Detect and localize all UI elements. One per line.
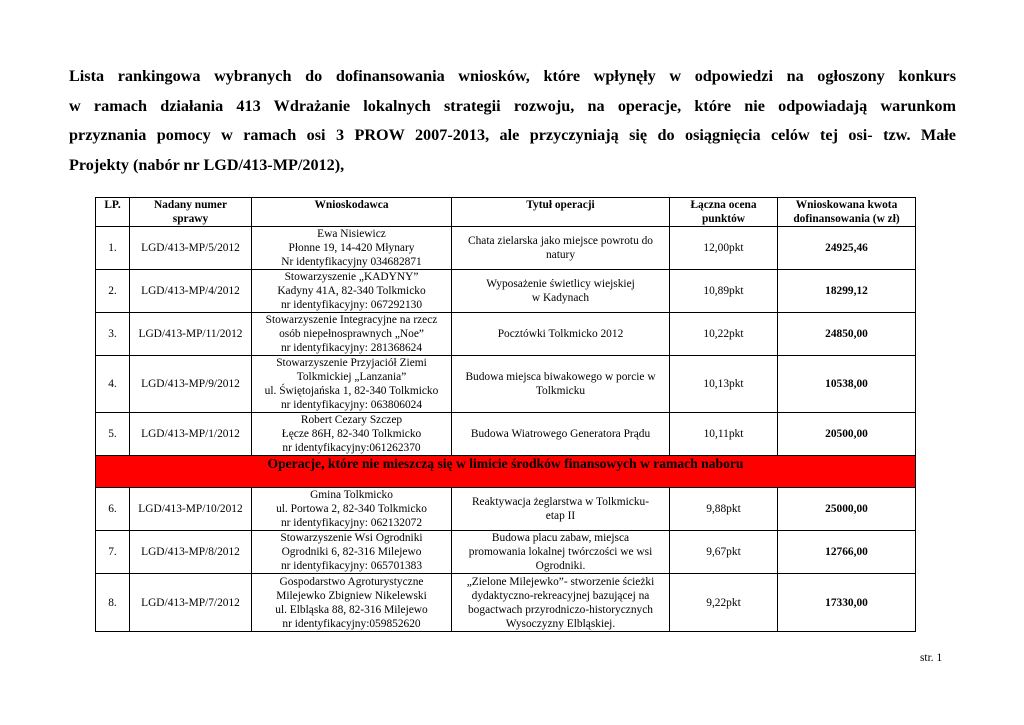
cell-applicant-line: Ewa Nisiewicz <box>317 228 386 240</box>
cell-applicant-line: nr identyfikacyjny: 063806024 <box>280 399 423 411</box>
cell-amount: 10538,00 <box>778 356 916 413</box>
cell-amount: 12766,00 <box>778 531 916 574</box>
cell-amount: 18299,12 <box>778 270 916 313</box>
title-line: Projekty (nabór nr LGD/413-MP/2012), <box>69 155 345 174</box>
page-number: str. 1 <box>920 652 943 664</box>
cell-lp: 2. <box>96 270 130 313</box>
cell-title <box>452 356 670 413</box>
cell-applicant <box>252 488 452 531</box>
cell-amount: 25000,00 <box>778 488 916 531</box>
cell-applicant <box>252 574 452 632</box>
cell-amount: 17330,00 <box>778 574 916 632</box>
cell-applicant-line: nr identyfikacyjny:059852620 <box>282 617 421 630</box>
cell-applicant-line: ul. Świętojańska 1, 82-340 Tolkmicko <box>264 385 439 397</box>
cell-number: LGD/413-MP/8/2012 <box>130 531 252 574</box>
cell-amount: 24850,00 <box>778 313 916 356</box>
cell-title-line: bogactwach przyrodniczo-historycznych <box>467 603 654 616</box>
cell-applicant-line: nr identyfikacyjny: 065701383 <box>280 560 423 572</box>
cell-number: LGD/413-MP/1/2012 <box>130 413 252 456</box>
table-body-ranked <box>96 227 916 456</box>
cell-title-line: w Kadynach <box>531 292 590 304</box>
header-lp: LP. <box>96 198 130 227</box>
cell-score: 10,89pkt <box>670 270 778 313</box>
cell-lp: 1. <box>96 227 130 270</box>
cell-title-line: Budowa miejsca biwakowego w porcie w <box>465 371 656 383</box>
cell-applicant-line: Stowarzyszenie „KADYNY” <box>284 271 419 283</box>
cell-lp: 6. <box>96 488 130 531</box>
table-row <box>96 270 916 313</box>
cell-title <box>452 488 670 531</box>
cell-title-line: etap II <box>545 510 576 522</box>
cell-score: 10,11pkt <box>670 413 778 456</box>
table-row <box>96 313 916 356</box>
table-row <box>96 531 916 574</box>
table-header-row <box>96 198 916 227</box>
cell-applicant-line: ul. Elbląska 88, 82-316 Milejewo <box>275 603 428 616</box>
separator-row <box>96 456 916 488</box>
cell-score: 10,22pkt <box>670 313 778 356</box>
cell-title-line: Ogrodniki. <box>535 560 586 572</box>
cell-title <box>452 270 670 313</box>
cell-applicant-line: Stowarzyszenie Wsi Ogrodniki <box>280 532 423 544</box>
cell-title-line: natury <box>545 249 576 261</box>
cell-applicant-line: Łęcze 86H, 82-340 Tolkmicko <box>281 428 422 440</box>
cell-applicant-line: Stowarzyszenie Przyjaciół Ziemi <box>276 357 427 369</box>
cell-applicant-line: Gospodarstwo Agroturystyczne <box>279 575 424 588</box>
cell-title-line: Pocztówki Tolkmicko 2012 <box>497 328 624 340</box>
cell-title <box>452 413 670 456</box>
cell-applicant-line: Nr identyfikacyjny 034682871 <box>281 256 422 268</box>
cell-title <box>452 227 670 270</box>
cell-applicant-line: Robert Cezary Szczep <box>300 414 403 426</box>
header-applicant: Wnioskodawca <box>252 198 452 227</box>
cell-number: LGD/413-MP/10/2012 <box>130 488 252 531</box>
cell-applicant-line: Milejewko Zbigniew Nikelewski <box>276 589 427 602</box>
cell-title-line: promowania lokalnej twórczości we wsi <box>468 546 653 558</box>
separator-label: Operacje, które nie mieszczą się w limicie środków finansowych w ramach naboru <box>96 456 916 488</box>
ranking-table <box>95 197 916 632</box>
table-row <box>96 227 916 270</box>
cell-applicant <box>252 531 452 574</box>
cell-lp: 4. <box>96 356 130 413</box>
cell-applicant-line: Płonne 19, 14-420 Młynary <box>288 242 415 254</box>
header-score: Łączna ocena punktów <box>670 198 778 227</box>
cell-score: 12,00pkt <box>670 227 778 270</box>
document-title <box>69 62 956 180</box>
cell-applicant-line: Ogrodniki 6, 82-316 Milejewo <box>281 546 422 558</box>
header-title: Tytuł operacji <box>452 198 670 227</box>
cell-applicant-line: Tolkmickiej „Lanzania” <box>296 371 407 383</box>
cell-number: LGD/413-MP/9/2012 <box>130 356 252 413</box>
title-line: Lista rankingowa wybranych do dofinansowania wniosków, które wpłynęły w odpowiedzi na ogłoszony konkurs <box>69 67 956 85</box>
cell-title-line: „Zielone Milejewko”- stworzenie ścieżki <box>466 575 655 588</box>
cell-amount: 24925,46 <box>778 227 916 270</box>
cell-title <box>452 313 670 356</box>
cell-score: 9,67pkt <box>670 531 778 574</box>
table-row <box>96 488 916 531</box>
cell-applicant-line: nr identyfikacyjny: 062132072 <box>280 517 423 529</box>
cell-applicant <box>252 413 452 456</box>
cell-title-line: Budowa Wiatrowego Generatora Prądu <box>470 428 651 440</box>
cell-title-line: Budowa placu zabaw, miejsca <box>491 532 630 544</box>
cell-title-line: Tolkmicku <box>535 385 586 397</box>
cell-applicant <box>252 270 452 313</box>
cell-applicant-line: osób niepełnosprawnych „Noe” <box>279 328 424 340</box>
table-row <box>96 356 916 413</box>
cell-score: 9,22pkt <box>670 574 778 632</box>
cell-applicant-line: Stowarzyszenie Integracyjne na rzecz <box>265 314 438 326</box>
cell-lp: 3. <box>96 313 130 356</box>
cell-lp: 7. <box>96 531 130 574</box>
title-line: w ramach działania 413 Wdrażanie lokalnych strategii rozwoju, na operacje, które nie odpowiadają warunkom <box>69 96 956 115</box>
cell-applicant <box>252 356 452 413</box>
cell-score: 10,13pkt <box>670 356 778 413</box>
cell-title-line: Chata zielarska jako miejsce powrotu do <box>467 235 654 247</box>
cell-number: LGD/413-MP/4/2012 <box>130 270 252 313</box>
cell-number: LGD/413-MP/11/2012 <box>130 313 252 356</box>
cell-applicant-line: nr identyfikacyjny: 281368624 <box>280 342 423 354</box>
header-amount: Wnioskowana kwota dofinansowania (w zł) <box>778 198 916 227</box>
cell-applicant <box>252 227 452 270</box>
cell-amount: 20500,00 <box>778 413 916 456</box>
cell-applicant-line: nr identyfikacyjny: 067292130 <box>280 299 423 311</box>
cell-applicant-line: ul. Portowa 2, 82-340 Tolkmicko <box>276 503 427 515</box>
cell-number: LGD/413-MP/7/2012 <box>130 574 252 632</box>
table-body-over-limit <box>96 488 916 632</box>
cell-title-line: Wysoczyzny Elbląskiej. <box>505 617 616 630</box>
cell-applicant-line: nr identyfikacyjny:061262370 <box>282 442 421 454</box>
cell-title-line: Reaktywacja żeglarstwa w Tolkmicku- <box>471 496 650 508</box>
cell-title <box>452 531 670 574</box>
cell-applicant <box>252 313 452 356</box>
table-row <box>96 413 916 456</box>
cell-title-line: dydaktyczno-rekreacyjnej bazującej na <box>471 589 650 602</box>
header-number: Nadany numer sprawy <box>130 198 252 227</box>
table-separator-body <box>96 456 916 488</box>
table-row <box>96 574 916 632</box>
cell-lp: 5. <box>96 413 130 456</box>
cell-applicant-line: Gmina Tolkmicko <box>310 489 393 501</box>
cell-score: 9,88pkt <box>670 488 778 531</box>
title-line: przyznania pomocy w ramach osi 3 PROW 2007-2013, ale przyczyniają się do osiągnięcia celów tej osi- tzw. Małe <box>69 126 956 144</box>
cell-title <box>452 574 670 632</box>
cell-applicant-line: Kadyny 41A, 82-340 Tolkmicko <box>277 285 426 297</box>
cell-number: LGD/413-MP/5/2012 <box>130 227 252 270</box>
cell-title-line: Wyposażenie świetlicy wiejskiej <box>486 278 635 290</box>
cell-lp: 8. <box>96 574 130 632</box>
